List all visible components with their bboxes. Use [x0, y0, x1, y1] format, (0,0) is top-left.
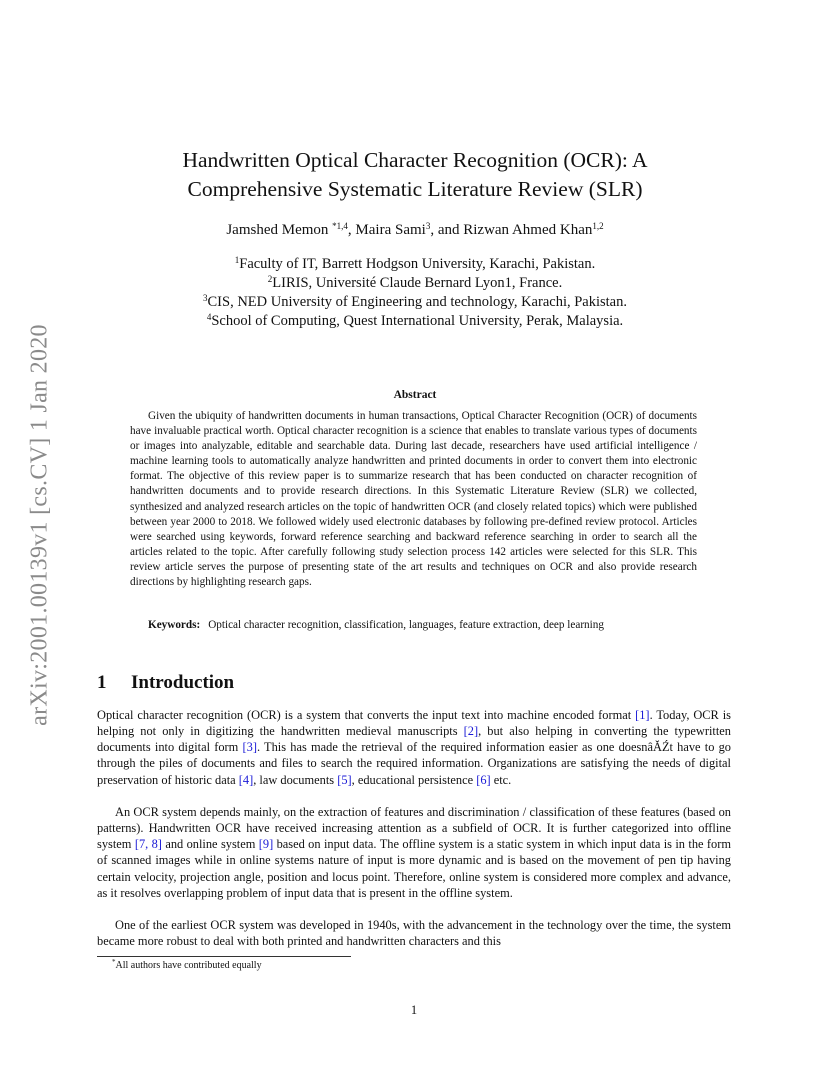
- intro-paragraph-3: [97, 917, 731, 949]
- affiliation-1: $^1$Faculty of IT, Barrett Hodgson University, Karachi, Pakistan.: [234, 255, 596, 272]
- affiliation-4: $^4$School of Computing, Quest International University, Perak, Malaysia.: [206, 312, 624, 329]
- author-1-sup: *1,4: [332, 221, 348, 231]
- abstract-heading: Abstract: [393, 389, 437, 401]
- arxiv-stamp: [22, 290, 58, 760]
- citation-link[interactable]: [3]: [242, 740, 257, 755]
- abstract-body: Given the ubiquity of handwritten documents in human transactions, Optical Character Recognition (OCR) of documents have invaluable practical worth. Optical character recognition is a science that enables to translate various types of documents or images into analyzable, editable and searchable data. During last decade, researchers have used artificial intelligence / machine learning tools to automatically analyze handwritten and printed documents in order to convert them into electronic format. The objective of this review paper is to summarize research that has been conducted on character recognition of handwritten documents and to provide research directions. In this Systematic Literature Review (SLR) we collected, synthesized and analyzed research articles on the topic of handwritten OCR (and closely related topics) which were published between year 2000 to 2018. We followed widely used electronic databases by following pre-defined review protocol. Articles were searched using keywords, forward reference searching and backward reference searching in order to search all the articles related to the topic. After carefully following study selection process 142 articles were selected for this SLR. This review article serves the purpose of presenting state of the art results and techniques on OCR and also provide research directions by highlighting research gaps.: [130, 410, 697, 589]
- paragraph-text: An OCR system depends mainly, on the extraction of features and discrimination / classification of these features (based on patterns). Handwritten OCR have received increasing attention as a subfield of OCR. It is further categorized into offline system: [97, 805, 731, 852]
- citation-link[interactable]: [7, 8]: [134, 837, 162, 852]
- author-2-name: , Maira Sami: [347, 222, 426, 238]
- section-number: 1: [97, 672, 107, 693]
- citation-link[interactable]: [9]: [258, 837, 274, 852]
- paragraph-text: One of the earliest OCR system was developed in 1940s, with the advancement in the technology over the time, the system became more robust to deal with both printed and handwritten characters and this: [97, 918, 731, 949]
- keywords-label: Keywords:: [148, 619, 201, 631]
- title-line-2: Comprehensive Systematic Literature Review (SLR): [187, 177, 643, 201]
- affiliation-list: [100, 255, 730, 331]
- citation-link[interactable]: [4]: [238, 772, 254, 787]
- paper-title: [100, 146, 730, 204]
- keywords-text: Optical character recognition, classification, languages, feature extraction, deep learning: [208, 619, 604, 631]
- intro-paragraph-2: [97, 804, 731, 901]
- author-1-name: Jamshed Memon: [226, 222, 333, 238]
- footnote-divider: [97, 956, 351, 957]
- title-line-1: Handwritten Optical Character Recognition (OCR): A: [182, 148, 648, 172]
- paragraph-text: based on input data. The offline system is a static system in which input data is in the form of scanned images while in online systems nature of input is more dynamic and is based on the movement of pen tip having certain velocity, projection angle, position and locus point. Therefore, online system is considered more complex and advance, as it resolves overlapping problem of input data that is present in the offline system.: [97, 837, 731, 900]
- section-title: Introduction: [131, 672, 235, 693]
- page-number: 1: [410, 1003, 418, 1017]
- citation-link[interactable]: [5]: [337, 772, 352, 787]
- citation-link[interactable]: [2]: [463, 724, 479, 739]
- paragraph-text: etc.: [490, 772, 512, 787]
- paragraph-text: , law documents: [253, 772, 338, 787]
- affiliation-3: $^3$CIS, NED University of Engineering and technology, Karachi, Pakistan.: [203, 293, 627, 310]
- footnote-marker: *: [112, 958, 116, 966]
- author-3-sup: 1,2: [592, 221, 604, 231]
- paragraph-text: and online system: [161, 837, 259, 852]
- keywords: [130, 618, 697, 633]
- intro-paragraph-1: [97, 707, 731, 788]
- author-list: [100, 222, 730, 239]
- author-2-sup: 3: [425, 221, 431, 231]
- paragraph-text: Optical character recognition (OCR) is a system that converts the input text into machine encoded format: [97, 708, 636, 722]
- section-heading: [97, 672, 234, 694]
- paragraph-text: . This has made the retrieval of the required information easier as one doesnâĂŹt have to go through the piles of documents and files to search the required information. Organizations are satisfying the needs of digital preservation of historic data: [97, 740, 731, 787]
- footnote-text: All authors have contributed equally: [115, 960, 262, 971]
- footnote: [112, 960, 262, 971]
- paragraph-text: . Today, OCR is helping not only in digitizing the handwritten medieval manuscripts: [97, 708, 731, 739]
- citation-link[interactable]: [1]: [635, 708, 650, 722]
- affiliation-2: $^2$LIRIS, Université Claude Bernard Lyon1, France.: [267, 274, 563, 291]
- citation-link[interactable]: [6]: [476, 772, 491, 787]
- arxiv-stamp-text: arXiv:2001.00139v1 [cs.CV] 1 Jan 2020: [26, 324, 53, 726]
- paragraph-text: , but also helping in converting the typewritten documents into digital form: [97, 724, 731, 755]
- author-3-name: , and Rizwan Ahmed Khan: [430, 222, 593, 238]
- paragraph-text: , educational persistence: [351, 772, 477, 787]
